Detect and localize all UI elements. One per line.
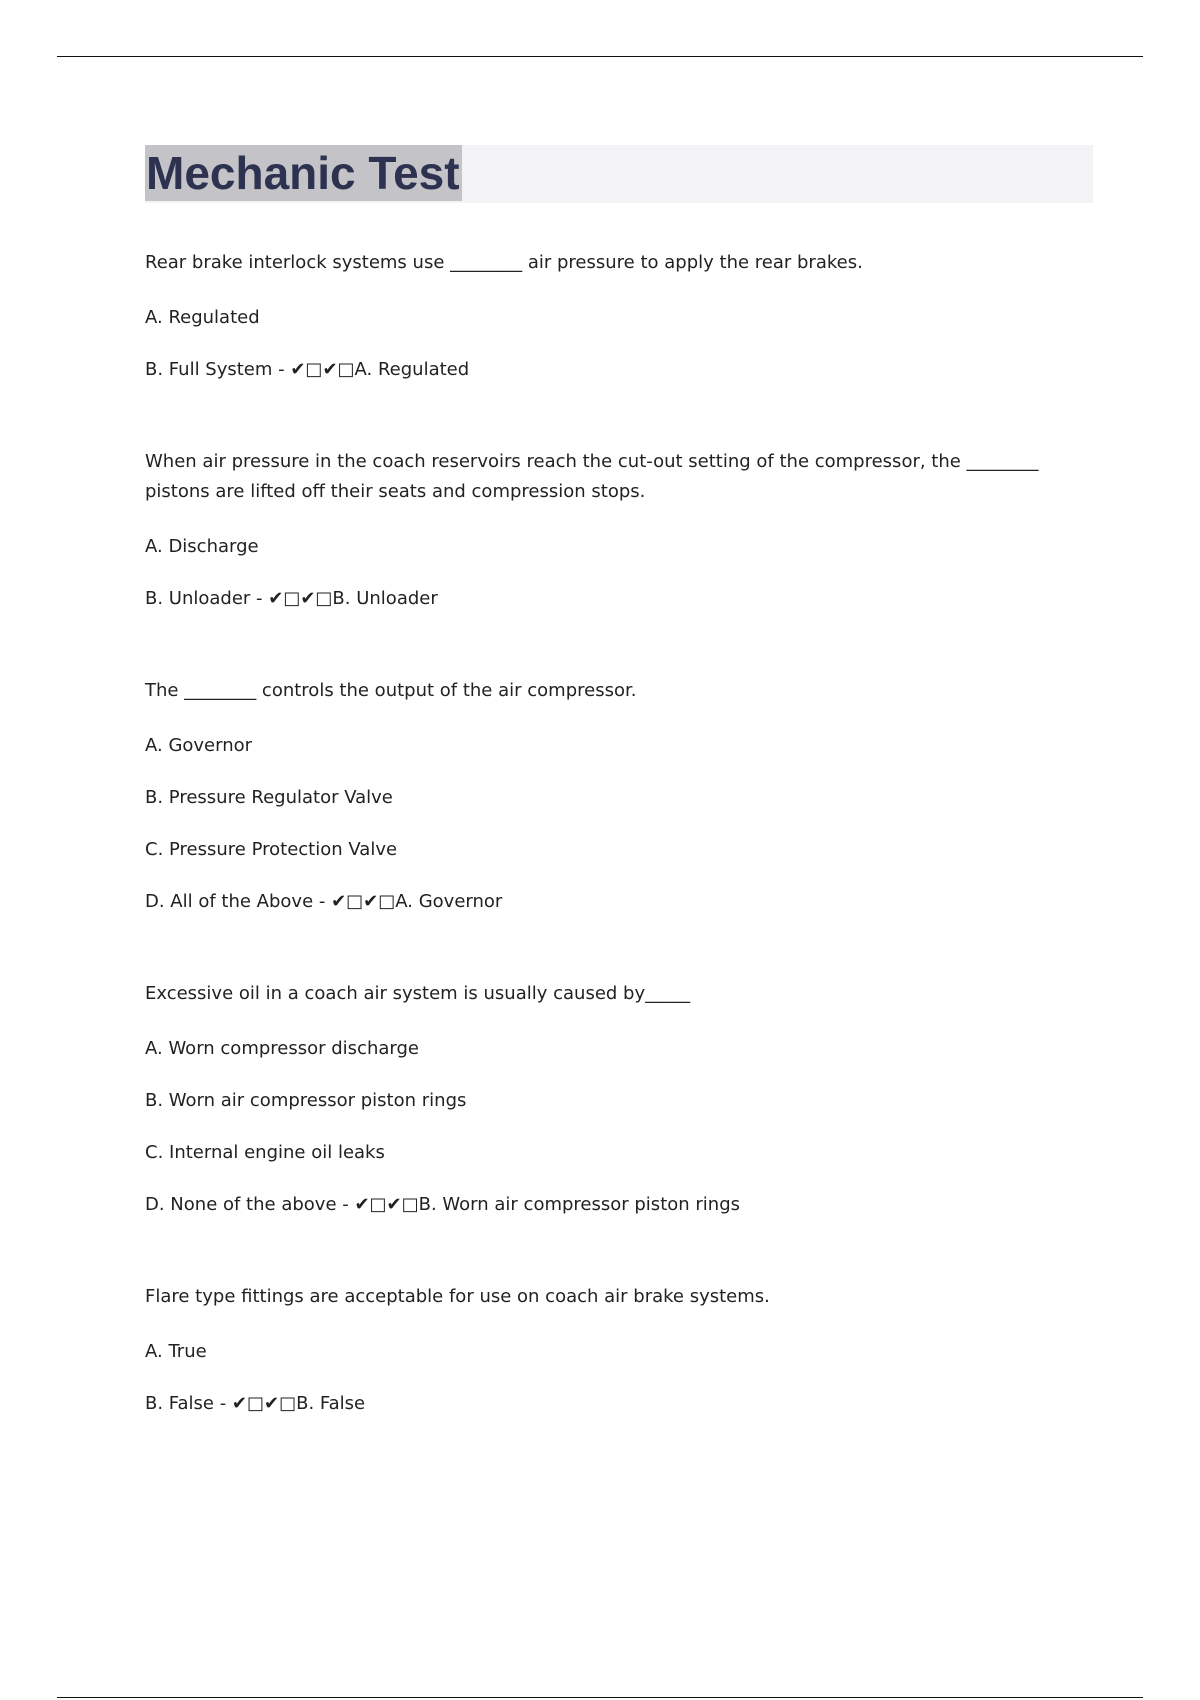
question-text: Flare type fittings are acceptable for use on coach air brake systems.	[145, 1286, 770, 1307]
answer-option: A. True	[145, 1341, 207, 1362]
question-block	[145, 979, 1065, 1220]
header-rule	[57, 56, 1143, 57]
question-block	[145, 1282, 1065, 1419]
answer-option: A. Discharge	[145, 536, 259, 557]
answer-option: D. All of the Above - ✔□✔□A. Governor	[145, 891, 503, 912]
question-block	[145, 447, 1065, 614]
question-block	[145, 248, 1065, 385]
footer-rule	[57, 1697, 1143, 1698]
answer-option: B. Unloader - ✔□✔□B. Unloader	[145, 588, 438, 609]
question-text: Excessive oil in a coach air system is usually caused by_____	[145, 983, 691, 1004]
answer-option: B. False - ✔□✔□B. False	[145, 1393, 366, 1414]
question-text: Rear brake interlock systems use ________ air pressure to apply the rear brakes.	[145, 252, 863, 273]
question-list	[145, 248, 1065, 1419]
answer-option: A. Governor	[145, 735, 253, 756]
answer-option: D. None of the above - ✔□✔□B. Worn air compressor piston rings	[145, 1194, 741, 1215]
answer-option: B. Pressure Regulator Valve	[145, 787, 393, 808]
answer-option: C. Internal engine oil leaks	[145, 1142, 385, 1163]
question-text: When air pressure in the coach reservoirs reach the cut-out setting of the compressor, the ________ pistons are lifted off their seats and compression stops.	[145, 451, 1039, 502]
page-title: Mechanic Test	[146, 147, 460, 199]
answer-option: B. Full System - ✔□✔□A. Regulated	[145, 359, 470, 380]
answer-option: A. Regulated	[145, 307, 260, 328]
answer-option: C. Pressure Protection Valve	[145, 839, 398, 860]
question-text: The ________ controls the output of the air compressor.	[145, 680, 637, 701]
question-block	[145, 676, 1065, 917]
answer-option: B. Worn air compressor piston rings	[145, 1090, 467, 1111]
answer-option: A. Worn compressor discharge	[145, 1038, 419, 1059]
